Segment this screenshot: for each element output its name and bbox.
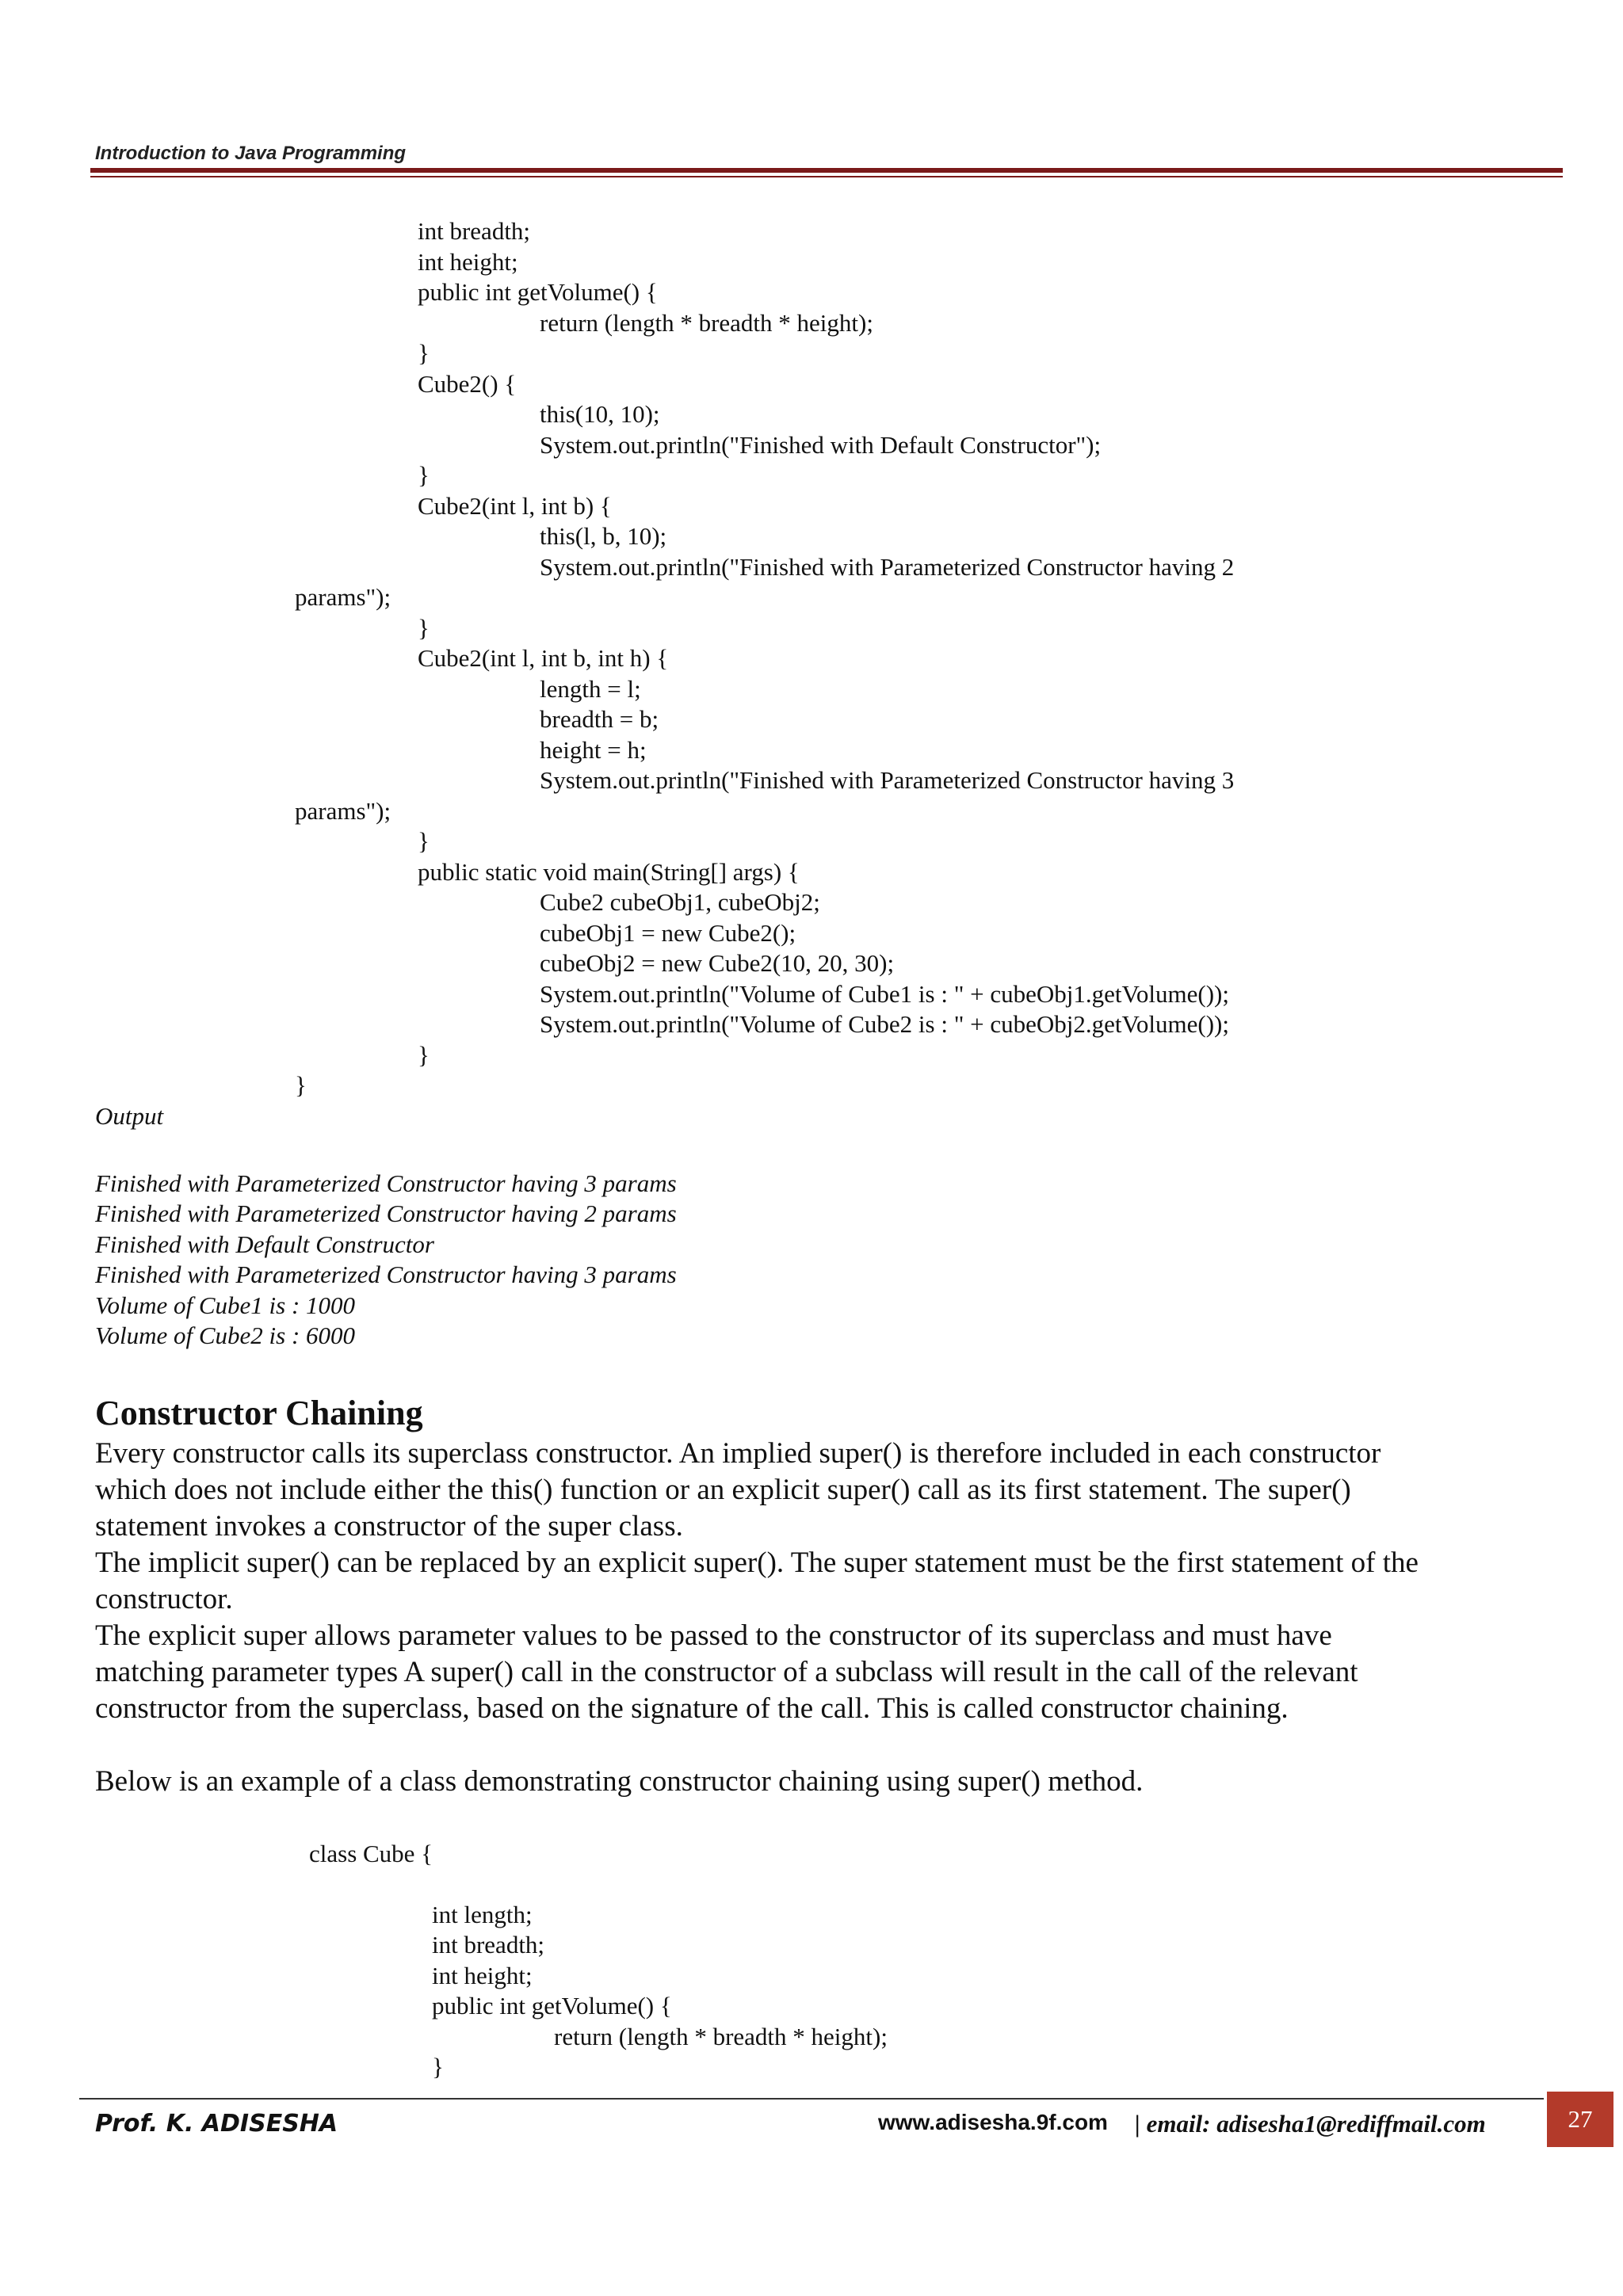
footer-author: Prof. K. ADISESHA bbox=[95, 2110, 338, 2138]
code-line: params"); bbox=[295, 797, 391, 825]
code-line: } bbox=[418, 827, 430, 855]
header-rule bbox=[90, 168, 1563, 173]
code-line: class Cube { bbox=[309, 1840, 433, 1867]
code-line: } bbox=[295, 1071, 307, 1099]
code-line: params"); bbox=[295, 583, 391, 611]
page-number-box bbox=[1547, 2092, 1613, 2147]
output-line: Finished with Parameterized Constructor having 3 params bbox=[95, 1169, 677, 1197]
code-line: int breadth; bbox=[432, 1931, 545, 1958]
code-line: this(l, b, 10); bbox=[540, 522, 667, 550]
output-line: Volume of Cube2 is : 6000 bbox=[95, 1322, 356, 1349]
code-line: } bbox=[432, 2053, 444, 2081]
paragraph-line: constructor. bbox=[95, 1583, 233, 1615]
paragraph-line: Below is an example of a class demonstrating constructor chaining using super() method. bbox=[95, 1765, 1144, 1798]
section-title: Constructor Chaining bbox=[95, 1394, 423, 1432]
code-line: System.out.println("Finished with Parameterized Constructor having 2 bbox=[540, 553, 1235, 581]
paragraph-line: matching parameter types A super() call in the constructor of a subclass will result in the call of the relevant bbox=[95, 1656, 1358, 1688]
code-line: } bbox=[418, 339, 430, 367]
code-line: return (length * breadth * height); bbox=[540, 309, 873, 337]
output-line: Finished with Default Constructor bbox=[95, 1230, 434, 1258]
code-line: System.out.println("Finished with Parameterized Constructor having 3 bbox=[540, 766, 1235, 794]
code-line: this(10, 10); bbox=[540, 400, 660, 428]
code-line: cubeObj1 = new Cube2(); bbox=[540, 919, 796, 947]
page-number: 27 bbox=[1568, 2105, 1593, 2133]
code-line: } bbox=[418, 461, 430, 489]
code-line: breadth = b; bbox=[540, 705, 659, 733]
footer-website: www.adisesha.9f.com bbox=[878, 2110, 1108, 2134]
code-line: int height; bbox=[432, 1962, 533, 1989]
code-line: } bbox=[418, 1041, 430, 1069]
code-line: length = l; bbox=[540, 675, 641, 703]
code-line: Cube2(int l, int b, int h) { bbox=[418, 644, 669, 672]
code-line: cubeObj2 = new Cube2(10, 20, 30); bbox=[540, 949, 895, 977]
footer-rule bbox=[79, 2098, 1544, 2100]
paragraph-line: The implicit super() can be replaced by an explicit super(). The super statement must be the first statement of the bbox=[95, 1547, 1419, 1579]
code-line: Cube2() { bbox=[418, 370, 517, 398]
code-line: int length; bbox=[432, 1901, 533, 1928]
paragraph-line: The explicit super allows parameter values to be passed to the constructor of its superclass and must have bbox=[95, 1619, 1332, 1652]
code-line: System.out.println("Volume of Cube1 is : " + cubeObj1.getVolume()); bbox=[540, 980, 1229, 1008]
code-line: height = h; bbox=[540, 736, 647, 764]
output-line: Finished with Parameterized Constructor having 2 params bbox=[95, 1199, 677, 1227]
page-header-title: Introduction to Java Programming bbox=[95, 143, 407, 164]
header-rule-thin bbox=[90, 176, 1563, 177]
code-line: public int getVolume() { bbox=[418, 278, 658, 306]
code-line: public int getVolume() { bbox=[432, 1992, 672, 2019]
code-line: int height; bbox=[418, 248, 518, 276]
code-line: int breadth; bbox=[418, 217, 531, 245]
footer-email: | email: adisesha1@rediffmail.com bbox=[1135, 2110, 1486, 2138]
paragraph-line: statement invokes a constructor of the super class. bbox=[95, 1510, 683, 1543]
code-line: System.out.println("Finished with Default Constructor"); bbox=[540, 431, 1102, 459]
output-label: Output bbox=[95, 1102, 164, 1130]
output-line: Finished with Parameterized Constructor having 3 params bbox=[95, 1261, 677, 1288]
code-line: Cube2 cubeObj1, cubeObj2; bbox=[540, 888, 820, 916]
code-line: System.out.println("Volume of Cube2 is : " + cubeObj2.getVolume()); bbox=[540, 1010, 1229, 1038]
paragraph-line: constructor from the superclass, based on the signature of the call. This is called constructor chaining. bbox=[95, 1692, 1289, 1725]
paragraph-line: which does not include either the this() function or an explicit super() call as its first statement. The super() bbox=[95, 1474, 1351, 1506]
code-line: Cube2(int l, int b) { bbox=[418, 492, 612, 520]
code-line: return (length * breadth * height); bbox=[554, 2023, 888, 2050]
code-line: } bbox=[418, 614, 430, 642]
paragraph-line: Every constructor calls its superclass constructor. An implied super() is therefore included in each constructor bbox=[95, 1437, 1381, 1470]
code-line: public static void main(String[] args) { bbox=[418, 858, 800, 886]
output-line: Volume of Cube1 is : 1000 bbox=[95, 1291, 356, 1319]
